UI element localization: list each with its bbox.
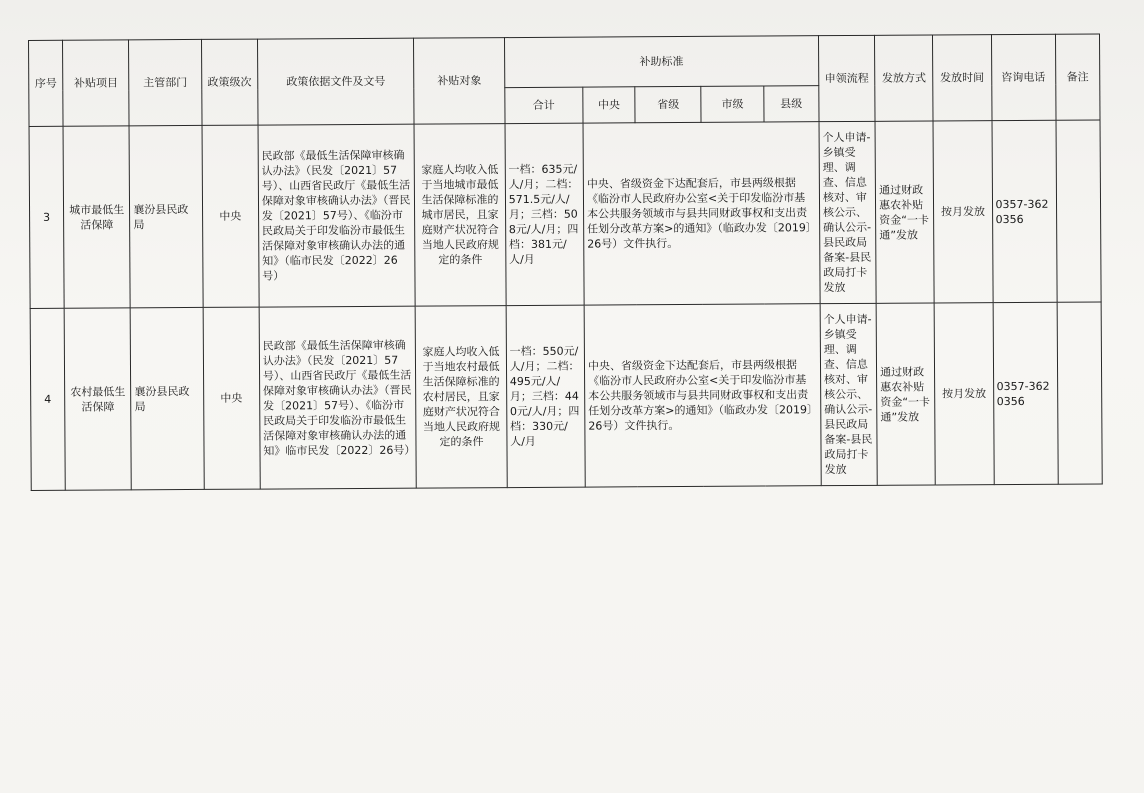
cell-target: 家庭人均收入低于当地城市最低生活保障标准的城市居民，且家庭财产状况符合当地人民政府规定的条件 — [414, 124, 505, 307]
header-county: 县级 — [763, 86, 818, 122]
header-time: 发放时间 — [933, 35, 992, 121]
header-process: 申领流程 — [818, 35, 875, 121]
cell-basis: 民政部《最低生活保障审核确认办法》（民发〔2021〕57号）、山西省民政厅《最低生活保障对象审核确认办法》（晋民发〔2021〕57号）、《临汾市民政局关于印发临汾市最低生活保障对象审核确认办法的通知》（临市民发〔2022〕26号） — [258, 124, 416, 307]
cell-funding: 中央、省级资金下达配套后，市县两级根据《临汾市人民政府办公室<关于印发临汾市基本公共服务领域市与县共同财政事权和支出责任划分改革方案>的通知》（临政办发〔2019〕26号）文件执行。 — [584, 304, 821, 487]
cell-total: 一档：635元/人/月；二档：571.5元/人/月；三档：508元/人/月；四档：381元/人/月 — [505, 123, 584, 305]
cell-target: 家庭人均收入低于当地农村最低生活保障标准的农村居民，且家庭财产状况符合当地人民政府规定的条件 — [416, 306, 507, 489]
cell-process: 个人申请-乡镇受理、调查、信息核对、审核公示、确认公示-县民政局备案-县民政局打卡发放 — [819, 121, 876, 303]
header-city: 市级 — [701, 86, 763, 122]
cell-basis: 民政部《最低生活保障审核确认办法》（民发〔2021〕57号）、山西省民政厅《最低生活保障对象审核确认办法》（晋民发〔2021〕57号）、《临汾市民政局关于印发临汾市最低生活保障对象审核确认办法的通知》临市民发〔2022〕26号） — [259, 306, 417, 489]
cell-item: 农村最低生活保障 — [64, 308, 131, 490]
header-level: 政策级次 — [201, 39, 258, 125]
cell-level: 中央 — [202, 125, 259, 307]
cell-method: 通过财政惠农补贴资金“一卡通”发放 — [876, 303, 935, 485]
cell-method: 通过财政惠农补贴资金“一卡通”发放 — [875, 121, 934, 303]
cell-phone: 0357-3620356 — [993, 302, 1058, 484]
cell-time: 按月发放 — [934, 303, 993, 485]
table-row — [29, 120, 1101, 309]
cell-phone: 0357-3620356 — [992, 120, 1057, 302]
header-total: 合计 — [505, 87, 583, 123]
header-basis: 政策依据文件及文号 — [257, 38, 414, 125]
header-target: 补贴对象 — [414, 38, 505, 125]
subsidy-table — [28, 33, 1103, 491]
cell-total: 一档：550元/人/月；二档：495元/人/月；三档：440元/人/月；四档：330元/人/月 — [506, 305, 585, 487]
header-central: 中央 — [583, 87, 635, 123]
header-remark: 备注 — [1055, 34, 1100, 120]
cell-seq: 3 — [29, 126, 64, 308]
cell-remark — [1056, 120, 1101, 302]
cell-seq: 4 — [30, 308, 65, 490]
cell-remark — [1057, 302, 1102, 484]
cell-time: 按月发放 — [933, 121, 992, 303]
header-standard: 补助标准 — [504, 36, 818, 88]
header-provincial: 省级 — [635, 86, 701, 122]
header-dept: 主管部门 — [129, 39, 202, 125]
header-item: 补贴项目 — [63, 40, 130, 126]
cell-level: 中央 — [203, 307, 260, 489]
cell-item: 城市最低生活保障 — [63, 126, 130, 308]
header-phone: 咨询电话 — [991, 34, 1056, 120]
cell-dept: 襄汾县民政局 — [129, 125, 202, 307]
cell-funding: 中央、省级资金下达配套后，市县两级根据《临汾市人民政府办公室<关于印发临汾市基本公共服务领域市与县共同财政事权和支出责任划分改革方案>的通知》（临政办发〔2019〕26号）文件执行。 — [583, 122, 820, 305]
table-row — [30, 302, 1102, 491]
header-method: 发放方式 — [875, 35, 934, 121]
cell-dept: 襄汾县民政局 — [130, 307, 203, 489]
header-seq: 序号 — [29, 40, 64, 126]
cell-process: 个人申请-乡镇受理、调查、信息核对、审核公示、确认公示-县民政局备案-县民政局打卡发放 — [820, 303, 877, 485]
